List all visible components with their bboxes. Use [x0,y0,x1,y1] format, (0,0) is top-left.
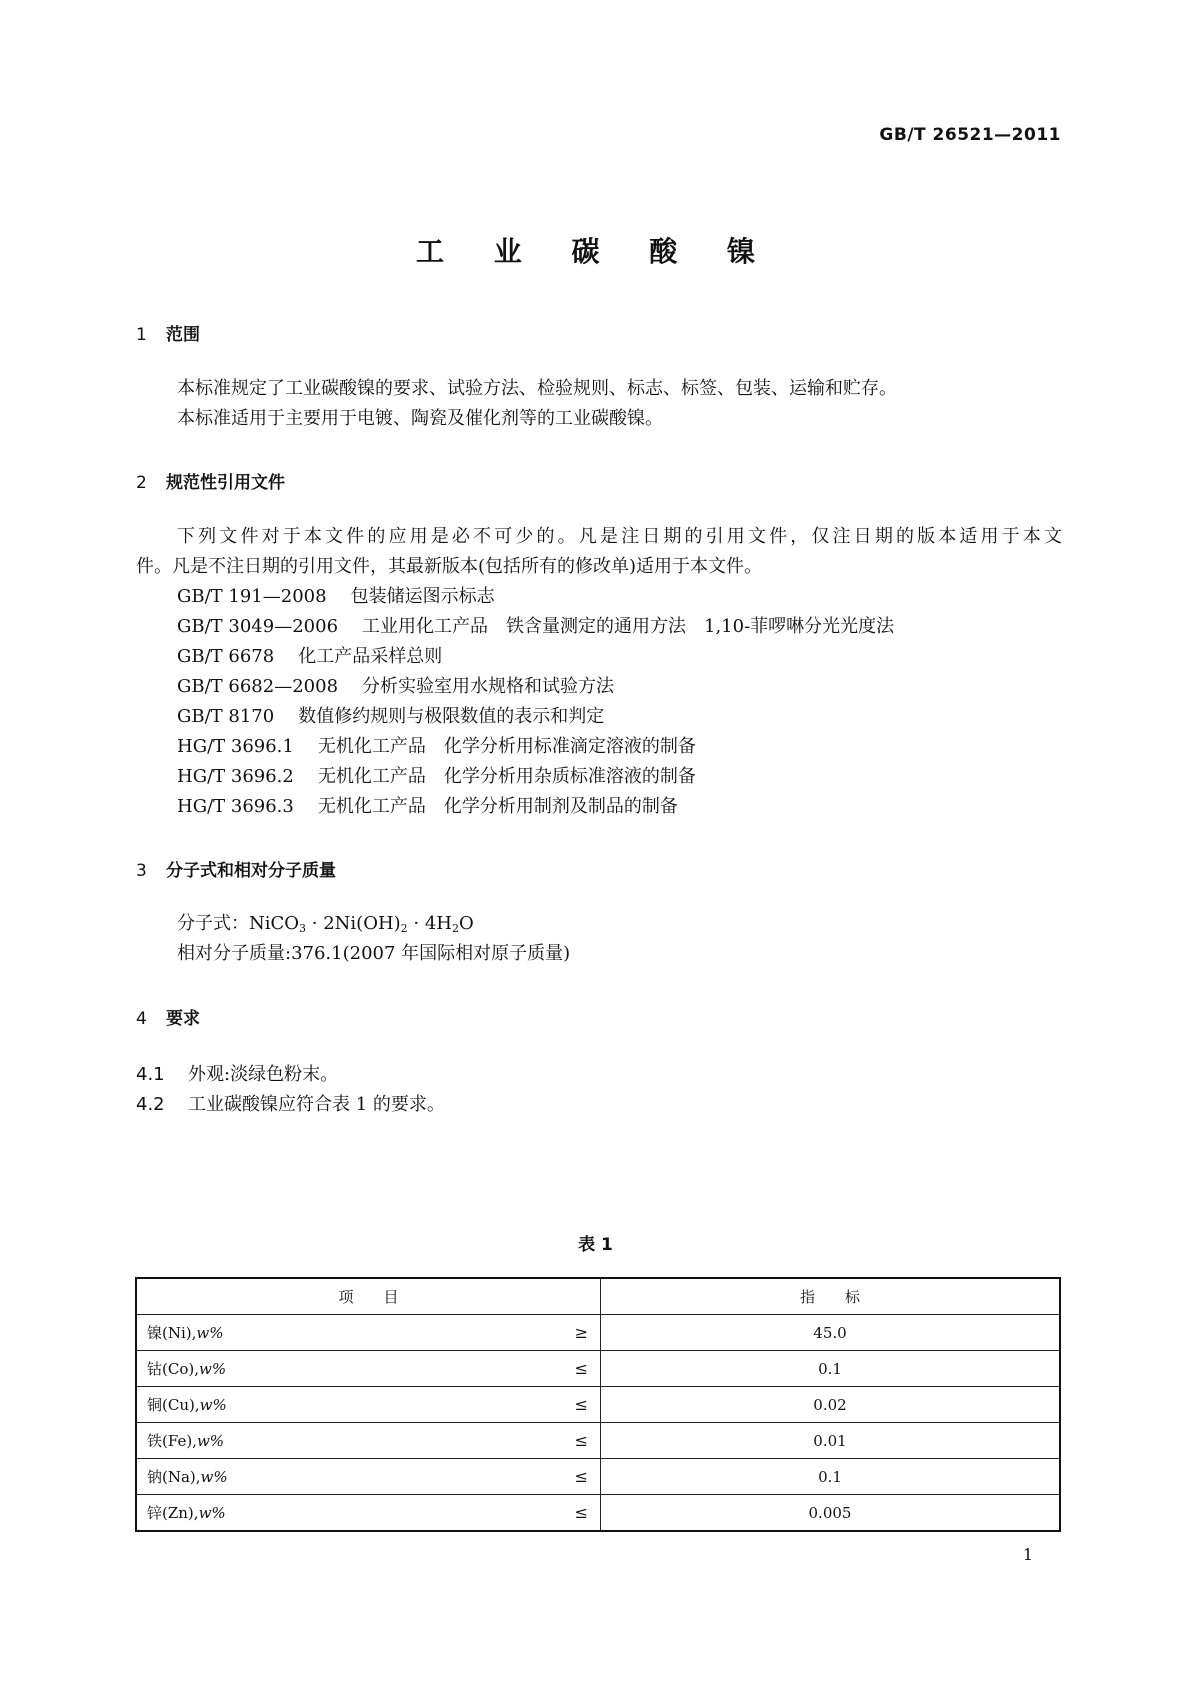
clause-4-2 [136,1090,445,1116]
formula-part: NiCO [249,913,300,934]
reference-code: GB/T 8170 [177,706,275,727]
clause-number: 4.2 [136,1094,165,1115]
reference-title: 数值修约规则与极限数值的表示和判定 [298,706,605,727]
table-row [136,1423,1060,1459]
formula-subscript: 2 [452,922,459,935]
item-cell [136,1423,601,1459]
section-2-heading [136,468,285,493]
formula-part: O [459,913,474,934]
formula-label: 分子式： [177,913,249,934]
value-cell: 0.005 [601,1495,1061,1532]
reference-title: 无机化工产品 化学分析用制剂及制品的制备 [317,796,678,817]
limit-symbol: ≤ [574,1395,588,1414]
section-3-heading [136,856,336,881]
standard-code: GB/T 26521—2011 [879,125,1061,145]
item-cell [136,1387,601,1423]
reference-title: 包装储运图示标志 [350,586,495,607]
section-title: 分子式和相对分子质量 [166,861,336,881]
item-cell [136,1315,601,1351]
reference-item [177,676,614,698]
formula-subscript: 3 [299,922,307,935]
reference-title: 无机化工产品 化学分析用杂质标准溶液的制备 [317,766,696,787]
item-name: 铜(Cu), [147,1396,200,1414]
value-cell: 45.0 [601,1315,1061,1351]
item-cell [136,1495,601,1532]
value-cell: 0.1 [601,1351,1061,1387]
reference-code: GB/T 191—2008 [177,586,327,607]
section-number: 4 [136,1009,147,1029]
value-cell: 0.1 [601,1459,1061,1495]
item-unit: w% [200,1468,228,1486]
reference-title: 工业用化工产品 铁含量测定的通用方法 1,10-菲啰啉分光光度法 [362,616,895,637]
item-name: 钠(Na), [147,1468,201,1486]
limit-symbol: ≤ [574,1359,588,1378]
spec-table [135,1277,1061,1532]
reference-item [177,616,894,638]
paragraph: 下列文件对于本文件的应用是必不可少的。凡是注日期的引用文件，仅注日期的版本适用于本文 [177,526,1062,547]
table-row [136,1495,1060,1532]
item-name: 锌(Zn), [147,1504,199,1522]
formula-subscript: 2 [400,922,408,935]
reference-item [177,796,678,818]
reference-item [177,766,696,788]
document-title: 工 业 碳 酸 镍 [416,235,775,268]
item-cell [136,1459,601,1495]
item-name: 钴(Co), [147,1360,199,1378]
page-number: 1 [1022,1545,1033,1564]
limit-symbol: ≤ [574,1503,588,1522]
reference-code: GB/T 6678 [177,646,275,667]
clause-number: 4.1 [136,1064,165,1085]
table-row [136,1351,1060,1387]
formula-part: · 4H [407,913,452,934]
table-header-row [136,1278,1060,1315]
reference-code: HG/T 3696.3 [177,796,294,817]
section-4-heading [136,1004,200,1029]
reference-item [177,586,495,608]
value-cell: 0.01 [601,1423,1061,1459]
section-number: 2 [136,473,147,493]
column-header-item: 项 目 [136,1278,601,1315]
table-row [136,1315,1060,1351]
clause-4-1 [136,1060,338,1086]
paragraph: 本标准适用于主要用于电镀、陶瓷及催化剂等的工业碳酸镍。 [177,408,663,429]
item-unit: w% [196,1324,224,1342]
table-row [136,1459,1060,1495]
section-title: 要求 [166,1009,200,1029]
item-name: 镍(Ni), [147,1324,197,1342]
value-cell: 0.02 [601,1387,1061,1423]
item-cell [136,1351,601,1387]
reference-code: GB/T 3049—2006 [177,616,339,637]
reference-item [177,736,696,758]
reference-item [177,706,604,728]
reference-title: 化工产品采样总则 [298,646,443,667]
reference-title: 无机化工产品 化学分析用标准滴定溶液的制备 [317,736,696,757]
clause-text: 工业碳酸镍应符合表 1 的要求。 [188,1094,445,1115]
item-unit: w% [198,1504,226,1522]
limit-symbol: ≥ [574,1323,588,1342]
section-1-heading [136,320,200,345]
reference-title: 分析实验室用水规格和试验方法 [362,676,615,697]
formula-part: · 2Ni(OH) [306,913,401,934]
column-header-value: 指 标 [601,1278,1061,1315]
paragraph: 件。凡是不注日期的引用文件，其最新版本(包括所有的修改单)适用于本文件。 [136,556,763,577]
item-unit: w% [198,1360,227,1378]
table-row [136,1387,1060,1423]
section-title: 规范性引用文件 [166,473,285,493]
clause-text: 外观:淡绿色粉末。 [188,1064,339,1085]
molecular-formula [177,913,474,940]
section-title: 范围 [166,325,200,345]
molecular-mass: 相对分子质量:376.1(2007 年国际相对原子质量) [177,943,571,964]
reference-code: HG/T 3696.2 [177,766,294,787]
item-unit: w% [199,1396,227,1414]
item-unit: w% [196,1432,225,1450]
limit-symbol: ≤ [574,1431,588,1450]
section-number: 1 [136,325,147,345]
item-name: 铁(Fe), [147,1432,197,1450]
limit-symbol: ≤ [574,1467,588,1486]
reference-code: HG/T 3696.1 [177,736,294,757]
reference-item [177,646,442,668]
table-caption: 表 1 [578,1235,613,1255]
paragraph: 本标准规定了工业碳酸镍的要求、试验方法、检验规则、标志、标签、包装、运输和贮存。 [177,378,897,399]
reference-code: GB/T 6682—2008 [177,676,339,697]
section-number: 3 [136,861,147,881]
